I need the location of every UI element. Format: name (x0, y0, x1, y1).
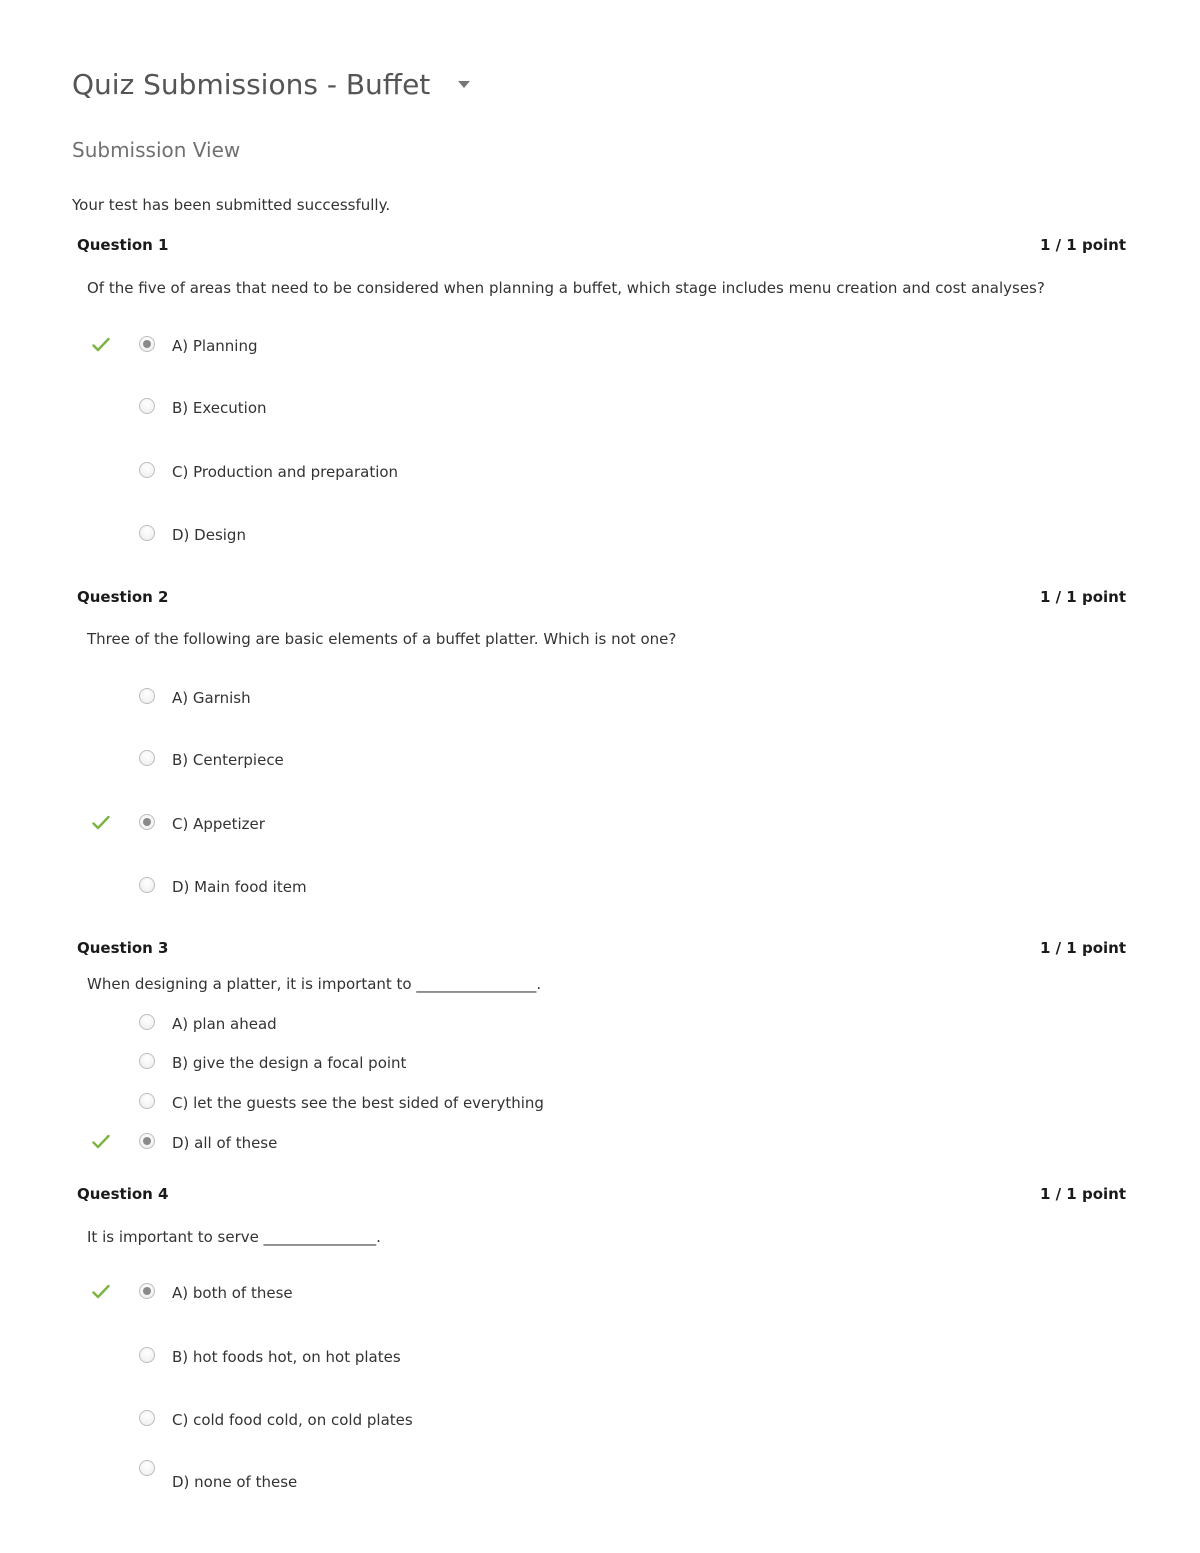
question-header (77, 939, 1126, 957)
option-label: C) cold food cold, on cold plates (172, 1411, 413, 1429)
checkmark-icon (92, 815, 110, 831)
status-message: Your test has been submitted successfully. (72, 196, 391, 214)
answer-option (0, 685, 700, 709)
answer-option (0, 874, 700, 898)
radio-button[interactable] (139, 525, 155, 541)
title-row (72, 68, 470, 101)
radio-button[interactable] (139, 750, 155, 766)
question-score: 1 / 1 point (1039, 1185, 1126, 1203)
checkmark-icon (92, 1015, 110, 1031)
question-text: Three of the following are basic elements of a buffet platter. Which is not one? (87, 630, 677, 648)
option-label: A) both of these (172, 1284, 293, 1302)
question-text: Of the five of areas that need to be considered when planning a buffet, which stage includes menu creation and cost analyses? (87, 279, 1045, 297)
question-label: Question 3 (77, 939, 169, 957)
option-label: B) Execution (172, 399, 267, 417)
radio-button[interactable] (139, 688, 155, 704)
radio-button[interactable] (139, 1283, 155, 1299)
checkmark-icon (92, 1134, 110, 1150)
answer-option (0, 1130, 700, 1154)
answer-option (0, 522, 700, 546)
option-label: A) Garnish (172, 689, 251, 707)
checkmark-icon (92, 1348, 110, 1364)
answer-option (0, 459, 700, 483)
answer-option (0, 333, 700, 357)
answer-option (0, 1407, 700, 1431)
radio-button[interactable] (139, 336, 155, 352)
question-header (77, 588, 1126, 606)
radio-button[interactable] (139, 1410, 155, 1426)
answer-option (0, 1090, 700, 1114)
page-subtitle: Submission View (72, 138, 241, 162)
radio-button[interactable] (139, 1053, 155, 1069)
question-text: It is important to serve _______________. (87, 1228, 381, 1246)
option-label: A) Planning (172, 337, 258, 355)
question-label: Question 1 (77, 236, 169, 254)
checkmark-icon (92, 1411, 110, 1427)
option-label: A) plan ahead (172, 1015, 277, 1033)
answer-option (0, 1280, 700, 1304)
answer-option (0, 1050, 700, 1074)
option-label: D) Design (172, 526, 246, 544)
page-title: Quiz Submissions - Buffet (72, 68, 431, 101)
checkmark-icon (92, 463, 110, 479)
option-label: C) let the guests see the best sided of everything (172, 1094, 544, 1112)
option-label: D) none of these (172, 1473, 298, 1491)
question-label: Question 4 (77, 1185, 169, 1203)
checkmark-icon (92, 1094, 110, 1110)
radio-button[interactable] (139, 1347, 155, 1363)
radio-button[interactable] (139, 1014, 155, 1030)
answer-option (0, 747, 700, 771)
answer-option (0, 811, 700, 835)
option-label: D) Main food item (172, 878, 307, 896)
chevron-down-icon[interactable] (458, 81, 470, 88)
option-label: C) Appetizer (172, 815, 265, 833)
radio-button[interactable] (139, 814, 155, 830)
answer-option (0, 395, 700, 419)
option-label: C) Production and preparation (172, 463, 399, 481)
answer-option (0, 1457, 700, 1491)
question-text: When designing a platter, it is important to ________________. (87, 975, 542, 993)
checkmark-icon (92, 337, 110, 353)
checkmark-icon (92, 878, 110, 894)
radio-button[interactable] (139, 877, 155, 893)
option-label: B) give the design a focal point (172, 1054, 407, 1072)
question-score: 1 / 1 point (1039, 588, 1126, 606)
question-score: 1 / 1 point (1039, 236, 1126, 254)
option-label: B) Centerpiece (172, 751, 284, 769)
radio-button[interactable] (139, 398, 155, 414)
question-label: Question 2 (77, 588, 169, 606)
checkmark-icon (92, 689, 110, 705)
checkmark-icon (92, 751, 110, 767)
question-score: 1 / 1 point (1039, 939, 1126, 957)
radio-button[interactable] (139, 1093, 155, 1109)
checkmark-icon (92, 399, 110, 415)
checkmark-icon (92, 1054, 110, 1070)
answer-option (0, 1011, 700, 1035)
checkmark-icon (92, 526, 110, 542)
checkmark-icon (92, 1284, 110, 1300)
question-header (77, 236, 1126, 254)
option-label: B) hot foods hot, on hot plates (172, 1348, 401, 1366)
checkmark-icon (92, 1461, 110, 1477)
radio-button[interactable] (139, 1133, 155, 1149)
answer-option (0, 1344, 700, 1368)
radio-button[interactable] (139, 1460, 155, 1476)
question-header (77, 1185, 1126, 1203)
option-label: D) all of these (172, 1134, 278, 1152)
radio-button[interactable] (139, 462, 155, 478)
